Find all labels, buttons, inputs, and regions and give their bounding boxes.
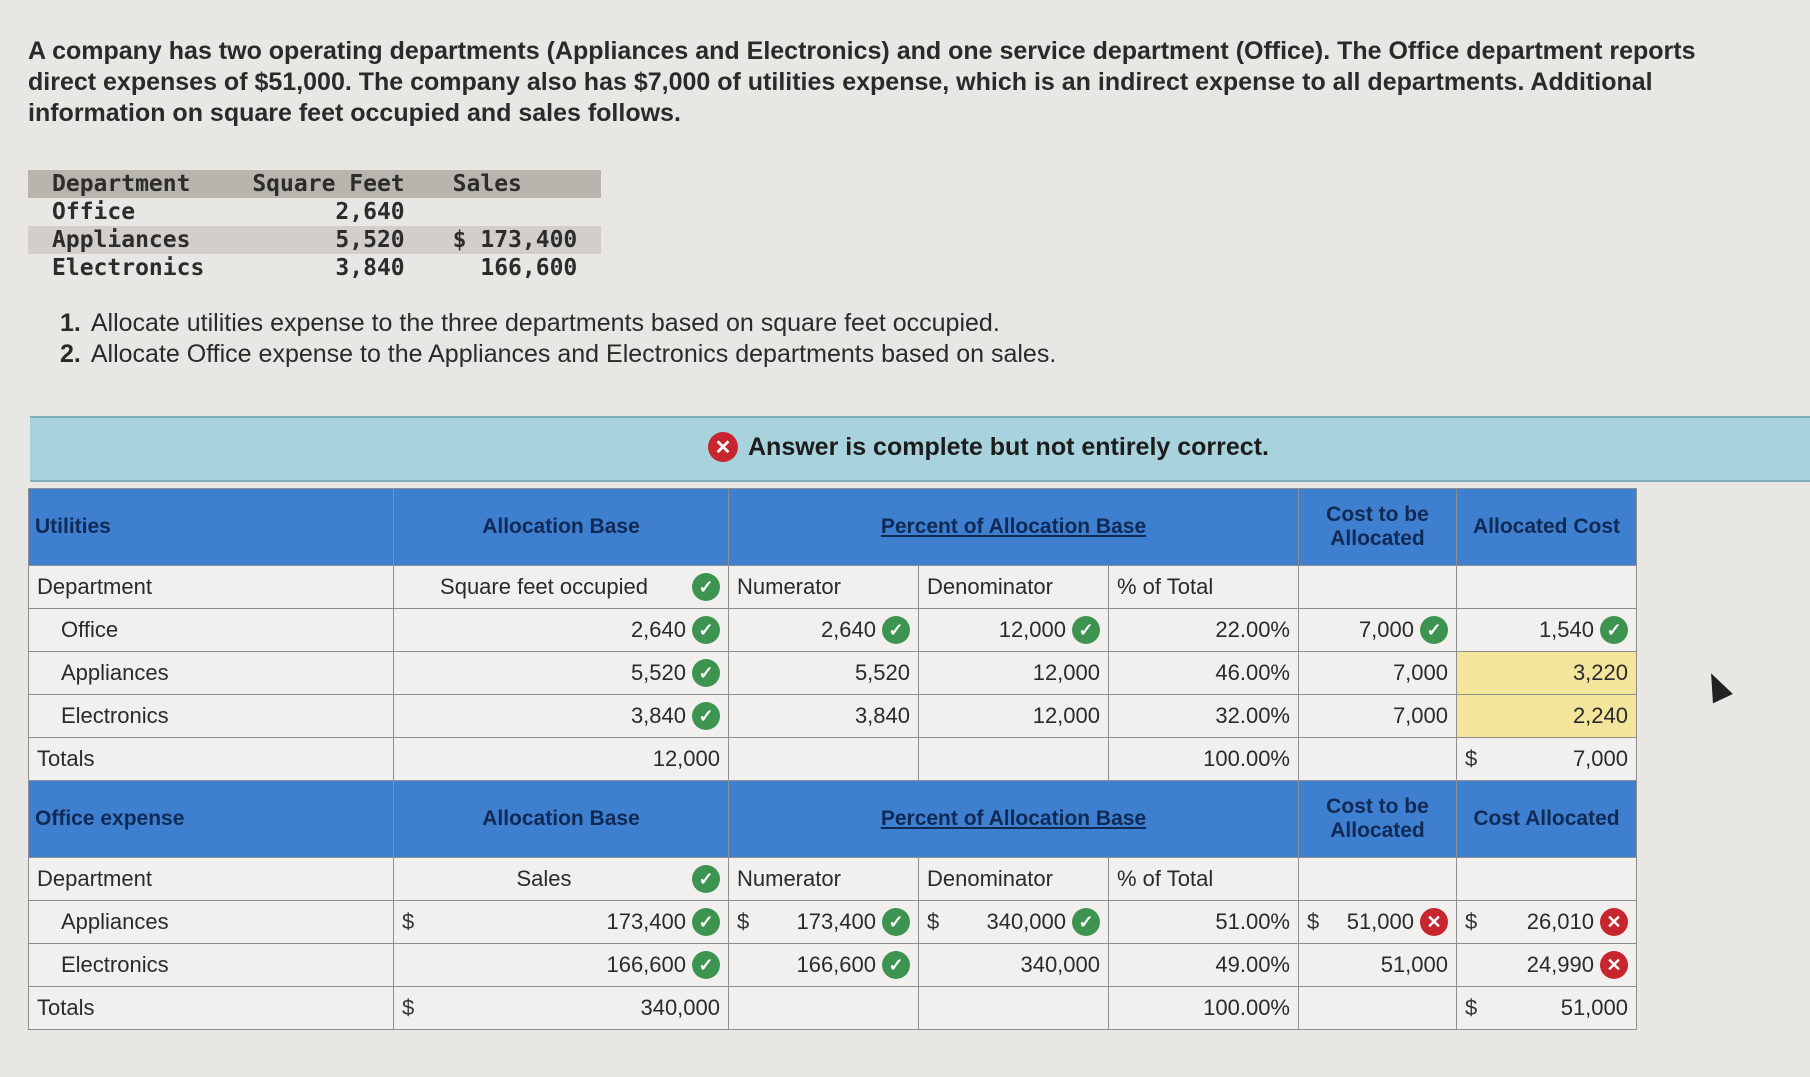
cost-allocated-input-cell[interactable] (1457, 944, 1637, 987)
pct-total-value: 51.00% (1109, 901, 1299, 944)
result-banner-content (708, 432, 1269, 462)
utilities-cost-to-be-allocated-header: Cost to be Allocated (1299, 489, 1457, 566)
check-icon: ✓ (692, 951, 720, 979)
cost-allocated-input-cell[interactable] (1457, 901, 1637, 944)
allocation-base-select-cell[interactable] (394, 566, 729, 609)
totals-label: Totals (29, 987, 394, 1030)
base-input-cell[interactable] (394, 609, 729, 652)
department-name: Office (29, 609, 394, 652)
numerator-input-cell[interactable] (729, 609, 919, 652)
cross-icon: ✕ (1600, 908, 1628, 936)
numerator-input-cell[interactable] (729, 944, 919, 987)
base-input-cell[interactable] (394, 901, 729, 944)
base-input[interactable]: 2,640 (630, 617, 686, 642)
step-text: Allocate utilities expense to the three departments based on square feet occupied. (90, 309, 1000, 337)
base-total: 12,000 (394, 738, 729, 781)
check-icon: ✓ (1600, 616, 1628, 644)
cost-allocated-input[interactable]: 24,990 (1526, 952, 1594, 977)
check-icon: ✓ (882, 951, 910, 979)
office-percent-base-header: Percent of Allocation Base (729, 781, 1299, 858)
pct-total-value: 46.00% (1109, 652, 1299, 695)
allocated-cost-input-cell[interactable] (1457, 609, 1637, 652)
sales-col-header: Sales (429, 170, 602, 198)
cost-input[interactable]: 7,000 (1358, 617, 1414, 642)
result-banner-text: Answer is complete but not entirely correct. (748, 432, 1269, 461)
department-info-row-office (28, 198, 601, 226)
sqft-value: 3,840 (335, 255, 405, 281)
check-icon: ✓ (692, 865, 720, 893)
dept-name: Appliances (28, 226, 228, 254)
dollar-sign: $ (402, 909, 415, 934)
office-row-appliances (29, 901, 1637, 944)
check-icon: ✓ (692, 616, 720, 644)
pct-total-value: 32.00% (1109, 695, 1299, 738)
utilities-title: Utilities (29, 489, 394, 566)
cost-input[interactable]: 7,000 (1299, 652, 1457, 695)
sales-value: 166,600 (480, 255, 578, 281)
dollar-sign: $ (737, 909, 750, 934)
incorrect-x-icon: ✕ (708, 432, 738, 462)
dept-col-header: Department (28, 170, 228, 198)
department-info-row-appliances (28, 226, 601, 254)
denominator-input-cell[interactable] (919, 901, 1109, 944)
department-info-row-electronics (28, 254, 601, 282)
cross-icon: ✕ (1420, 908, 1448, 936)
pct-total-value: 49.00% (1109, 944, 1299, 987)
denominator-input-cell[interactable] (919, 609, 1109, 652)
check-icon: ✓ (1072, 908, 1100, 936)
check-icon: ✓ (692, 702, 720, 730)
result-banner (30, 416, 1810, 482)
allocation-base-select-cell[interactable] (394, 858, 729, 901)
utilities-allocated-cost-header: Allocated Cost (1457, 489, 1637, 566)
office-allocation-base-header: Allocation Base (394, 781, 729, 858)
dollar-sign: $ (1465, 746, 1478, 771)
cost-input-cell[interactable] (1299, 609, 1457, 652)
pct-total-label: % of Total (1109, 566, 1299, 609)
step-text: Allocate Office expense to the Appliances and Electronics departments based on sales. (90, 340, 1057, 368)
check-icon: ✓ (882, 616, 910, 644)
department-label: Department (29, 858, 394, 901)
pct-total-label: % of Total (1109, 858, 1299, 901)
allocation-worksheet (28, 488, 1637, 1030)
dollar-sign: $ (927, 909, 940, 934)
allocation-base-select[interactable]: Square feet occupied (440, 574, 648, 599)
cost-allocated-input[interactable]: 26,010 (1526, 909, 1594, 934)
sqft-value: 2,640 (335, 199, 405, 225)
step-number: 1. (60, 309, 81, 337)
check-icon: ✓ (692, 659, 720, 687)
office-cost-to-be-allocated-header: Cost to be Allocated (1299, 781, 1457, 858)
step-item (60, 308, 1056, 339)
base-input[interactable]: 3,840 (630, 703, 686, 728)
allocated-cost-total: 7,000 (1572, 746, 1628, 771)
denominator-input[interactable]: 12,000 (919, 652, 1109, 695)
denominator-label: Denominator (919, 858, 1109, 901)
cost-allocated-total: 51,000 (1560, 995, 1628, 1020)
step-number: 2. (60, 340, 81, 368)
pct-total-value: 22.00% (1109, 609, 1299, 652)
check-icon: ✓ (692, 908, 720, 936)
problem-intro: A company has two operating departments (Appliances and Electronics) and one service department (Office). The Office department reports direct expenses of $51,000. The company also has $7,000 of utilities expense, which is an indirect expense to all departments. Additional information on square feet occupied and sales follows. (28, 37, 1696, 127)
base-input[interactable]: 173,400 (606, 909, 686, 934)
department-info-table (28, 170, 601, 282)
utilities-row-appliances (29, 652, 1637, 695)
numerator-input[interactable]: 2,640 (820, 617, 876, 642)
cost-input[interactable]: 51,000 (1346, 909, 1414, 934)
base-input-cell[interactable] (394, 652, 729, 695)
numerator-input[interactable]: 5,520 (729, 652, 919, 695)
cost-input[interactable]: 7,000 (1299, 695, 1457, 738)
office-cost-allocated-header: Cost Allocated (1457, 781, 1637, 858)
step-item (60, 339, 1056, 370)
department-name: Electronics (29, 944, 394, 987)
dollar-sign: $ (1307, 909, 1320, 934)
allocated-cost-input[interactable]: 1,540 (1538, 617, 1594, 642)
instruction-steps (60, 308, 1056, 370)
allocation-base-select[interactable]: Sales (516, 866, 572, 891)
denominator-input[interactable]: 340,000 (919, 944, 1109, 987)
denominator-input[interactable]: 340,000 (986, 909, 1066, 934)
base-input[interactable]: 5,520 (630, 660, 686, 685)
denominator-label: Denominator (919, 566, 1109, 609)
dollar-sign: $ (1465, 909, 1478, 934)
numerator-input[interactable]: 166,600 (796, 952, 876, 977)
base-total: 340,000 (640, 995, 720, 1020)
check-icon: ✓ (882, 908, 910, 936)
allocated-cost-input[interactable]: 2,240 (1457, 695, 1637, 738)
dept-name: Electronics (52, 255, 205, 281)
utilities-totals-row (29, 738, 1637, 781)
mouse-cursor-icon (1701, 669, 1733, 704)
utilities-percent-base-header: Percent of Allocation Base (729, 489, 1299, 566)
numerator-label: Numerator (729, 566, 919, 609)
utilities-row-electronics (29, 695, 1637, 738)
sqft-value: 5,520 (228, 226, 428, 254)
check-icon: ✓ (1420, 616, 1448, 644)
totals-label: Totals (29, 738, 394, 781)
numerator-input-cell[interactable] (729, 901, 919, 944)
utilities-subheader-row (29, 566, 1637, 609)
dept-name: Office (52, 199, 136, 225)
numerator-input[interactable]: 3,840 (729, 695, 919, 738)
office-header-row (29, 781, 1637, 858)
office-title: Office expense (29, 781, 394, 858)
check-icon: ✓ (692, 573, 720, 601)
check-icon: ✓ (1072, 616, 1100, 644)
base-input-cell[interactable] (394, 695, 729, 738)
department-name: Appliances (29, 901, 394, 944)
office-totals-row (29, 987, 1637, 1030)
allocated-cost-input[interactable]: 3,220 (1457, 652, 1637, 695)
sales-value: $ 173,400 (429, 226, 602, 254)
base-input[interactable]: 166,600 (606, 952, 686, 977)
cost-input[interactable]: 51,000 (1299, 944, 1457, 987)
department-name: Appliances (29, 652, 394, 695)
sales-value (429, 198, 602, 226)
office-row-electronics (29, 944, 1637, 987)
pct-total-sum: 100.00% (1109, 738, 1299, 781)
numerator-label: Numerator (729, 858, 919, 901)
department-info-header (28, 170, 601, 198)
utilities-header-row (29, 489, 1637, 566)
office-subheader-row (29, 858, 1637, 901)
dollar-sign: $ (1465, 995, 1478, 1020)
utilities-allocation-base-header: Allocation Base (394, 489, 729, 566)
sqft-col-header: Square Feet (228, 170, 428, 198)
department-name: Electronics (29, 695, 394, 738)
utilities-row-office (29, 609, 1637, 652)
numerator-input[interactable]: 173,400 (796, 909, 876, 934)
dollar-sign: $ (402, 995, 415, 1020)
denominator-input[interactable]: 12,000 (998, 617, 1066, 642)
cost-input-cell[interactable] (1299, 901, 1457, 944)
pct-total-sum: 100.00% (1109, 987, 1299, 1030)
denominator-input[interactable]: 12,000 (919, 695, 1109, 738)
cross-icon: ✕ (1600, 951, 1628, 979)
department-label: Department (29, 566, 394, 609)
base-input-cell[interactable] (394, 944, 729, 987)
